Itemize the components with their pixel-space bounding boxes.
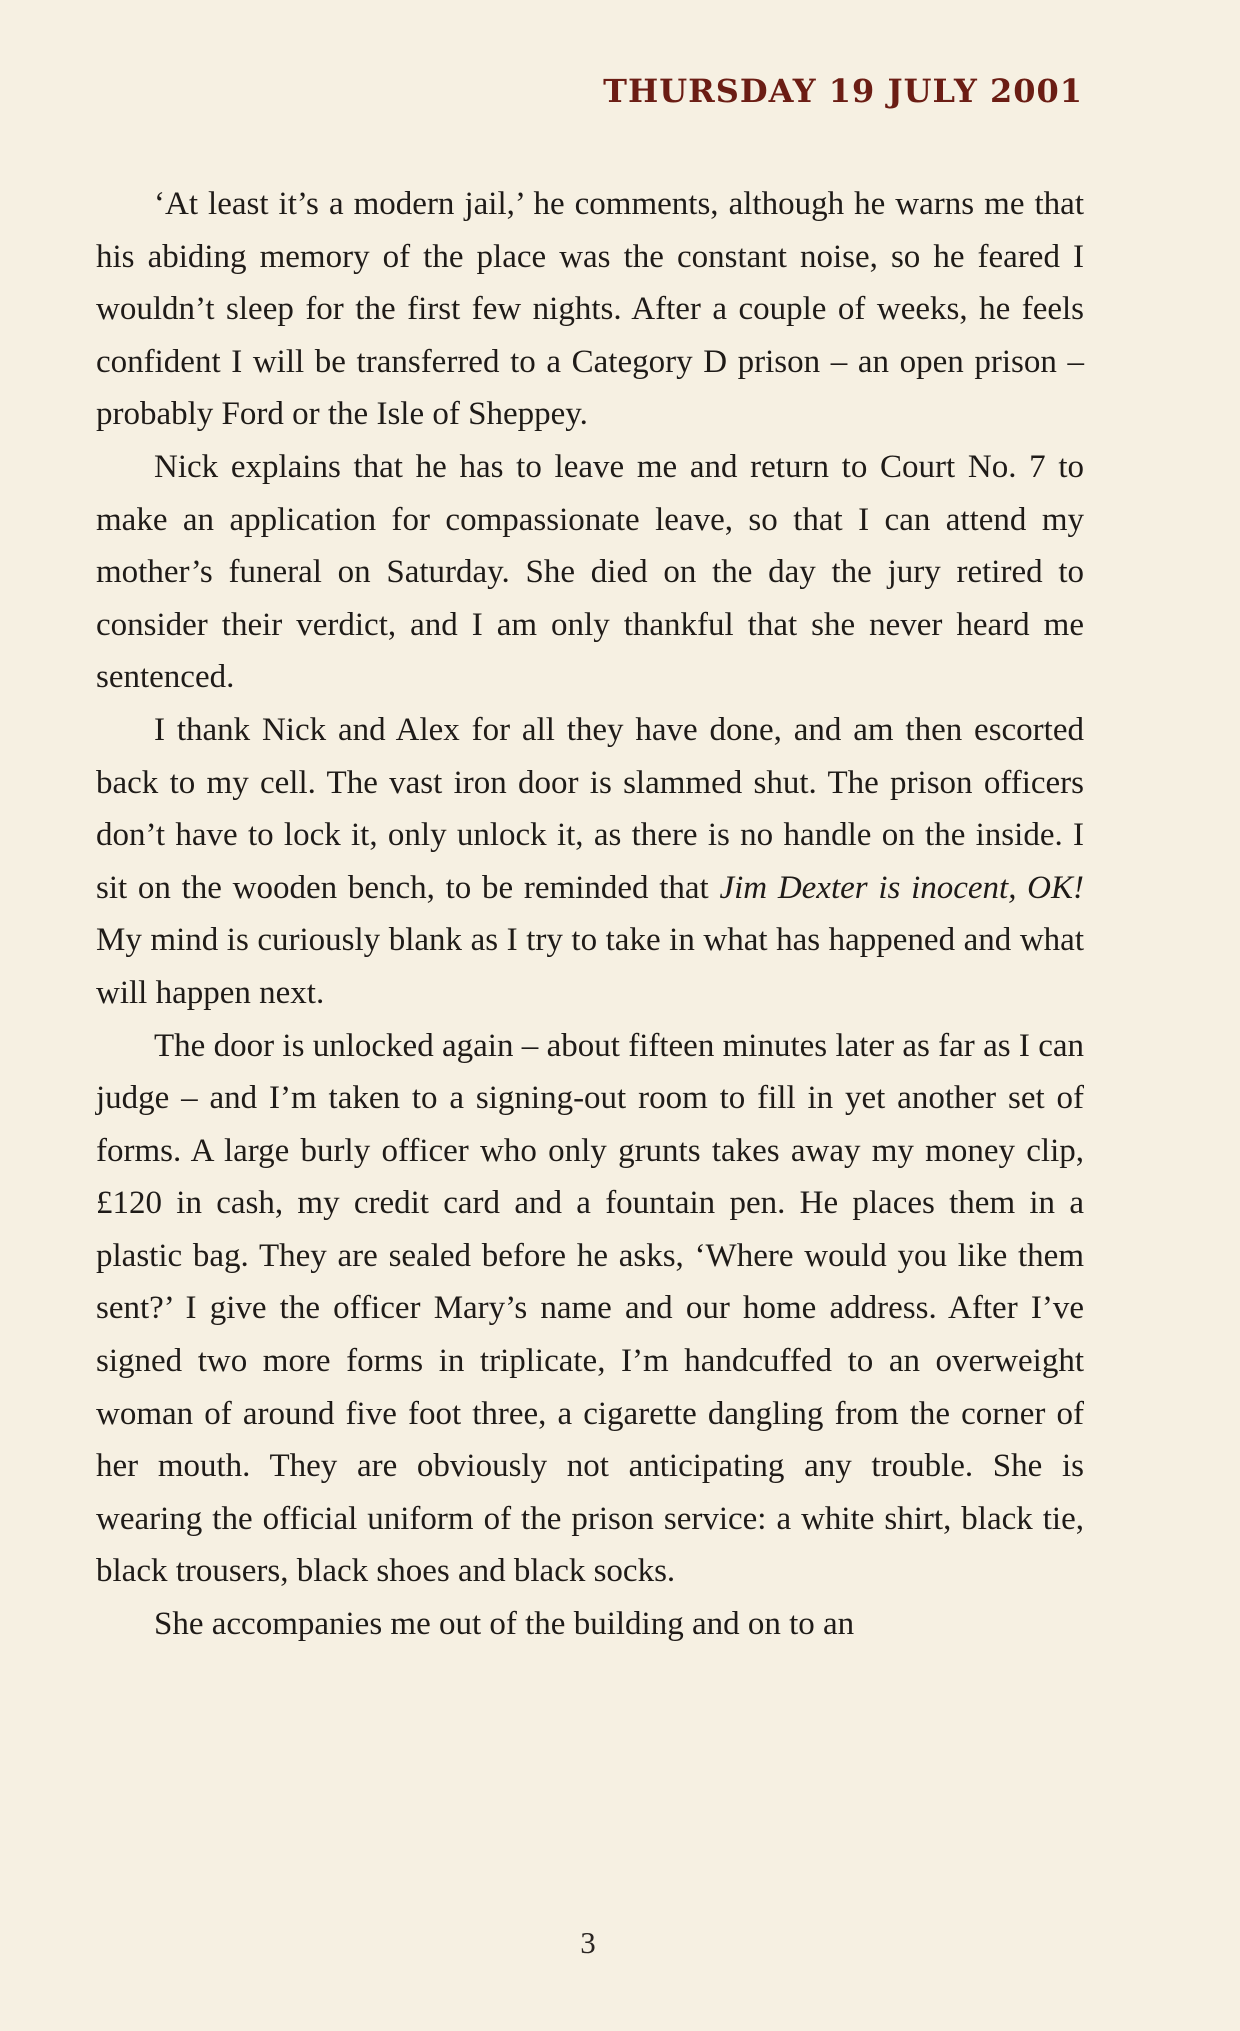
paragraph: The door is unlocked again – about fifteen minutes later as far as I can judge – and I’m taken to a signing-out room to fill in yet another set of forms. A large burly officer who only grunts takes away my money clip, £120 in cash, my credit card and a fountain pen. He places them in a plastic bag. They are sealed before he asks, ‘Where would you like them sent?’ I give the officer Mary’s name and our home address. After I’ve signed two more forms in triplicate, I’m handcuffed to an overweight woman of around five foot three, a cigarette dangling from the corner of her mouth. They are obviously not anticipating any trouble. She is wearing the official uniform of the prison service: a white shirt, black tie, black trousers, black shoes and black socks.: [96, 1027, 1084, 1590]
body-text: [96, 178, 1084, 1651]
paragraph-text: I thank Nick and Alex for all they have done, and am then escorted back to my cell. The vast iron door is slammed shut. The prison officers don’t have to lock it, only unlock it, as there is no handle on the inside. I sit on the wooden bench, to be reminded that: [96, 711, 1084, 906]
paragraph: [96, 704, 1084, 1020]
graffiti-quote: Jim Dexter is inocent, OK!: [719, 869, 1085, 906]
running-head: THURSDAY 19 JULY 2001: [603, 72, 1083, 110]
page-number: 3: [580, 1925, 596, 1960]
paragraph: ‘At least it’s a modern jail,’ he comments, although he warns me that his abiding memory of the place was the constant noise, so he feared I wouldn’t sleep for the first few nights. After a couple of weeks, he feels confident I will be transferred to a Category D prison – an open prison – probably Ford or the Isle of Sheppey.: [96, 186, 1084, 433]
paragraph-text: My mind is curiously blank as I try to take in what has happened and what will happen next.: [96, 922, 1084, 1011]
paragraph: She accompanies me out of the building and on to an: [154, 1606, 855, 1643]
paragraph: Nick explains that he has to leave me and return to Court No. 7 to make an application for compassionate leave, so that I can attend my mother’s funeral on Saturday. She died on the day the jury retired to consider their verdict, and I am only thankful that she never heard me sentenced.: [96, 448, 1084, 696]
